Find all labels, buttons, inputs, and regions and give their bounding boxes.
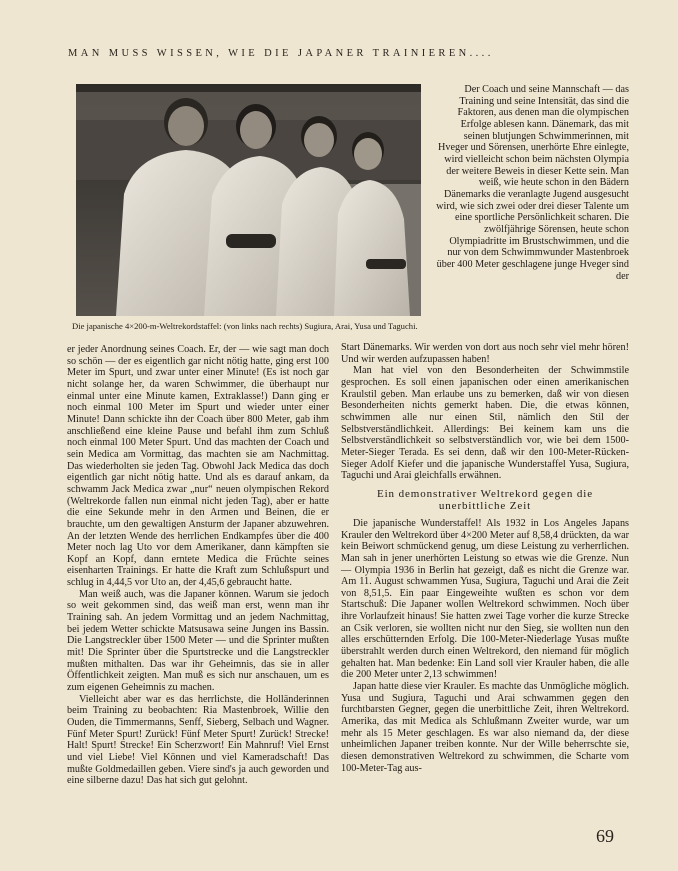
paragraph: Die japanische Wunderstaffel! Als 1932 in Los Angeles Japans Krauler den Weltrekord über 4×200 Meter auf 8,58,4 drückten, da war kein Beiwort schmückend genug, um diese Leistung zu verherrlichen. Man sah in jener unerhörten Leistung so etwas wie die Grenze. Nun — Olympia 1936 in Berlin hat gezeigt, daß es nicht die Grenze war. Am 11. August schwammen Yusa, Sugiura, Taguchi und Arai die Zeit von 8,51,5. Ein paar Eingeweihte wußten es schon vor dem Startschuß: Die Japaner wollen Weltrekord schwimmen. Noch über ihre Vorlaufzeit hinaus! Sie hatten zwei Tage vorher die kurze Strecke an Csik verloren, sie wollten nicht nur den Sieg, sie wollten nun den alles erschütternden Erfolg. Die 100-Meter-Niederlage Yusas mußte überstrahlt werden durch einen Weltrekord, den niemand für möglich gehalten hat. Man bedenke: Ein Land soll vier Krauler haben, die alle die 200 Meter unter 2,13 schwimmen! <box>341 517 629 681</box>
paragraph: Man hat viel von den Besonderheiten der Schwimmstile gesprochen. Es soll einen japanischen oder einen amerikanischen Kraulstil geben. Man erlaube uns zu bemerken, daß wir von diesen Besonderheiten nichts gemerkt haben. Die, die etwas können, schwimmen alle nur einen Stil, nämlich den Stil der Selbstverständlichkeit. Allerdings: Bei keinem kam uns die Selbstverständlichkeit so selbstverständlich vor, wie bei dem 1500-Meter-Sieger Terada. Es sei denn, daß wir den 100-Meter-Rücken-Sieger Adolf Kiefer und die japanische Wunderstaffel Yusa, Sugiura, Taguchi und Arai gleichfalls erwähnen. <box>341 365 629 482</box>
page-number: 69 <box>596 826 614 846</box>
paragraph: Start Dänemarks. Wir werden von dort aus noch sehr viel mehr hören! Und wir werden aufzupassen haben! <box>341 342 629 365</box>
section-heading-line: unerbittliche Zeit <box>438 500 532 513</box>
paragraph: Vielleicht aber war es das herrlichste, die Holländerinnen beim Training zu beobachten: Ria Mastenbroek, Willie den Ouden, die Timmermanns, Senff, Sieberg, Selbach und Wagner. Fünf Meter Spurt! Zurück! Fünf Meter Spurt! Zurück! Strecke! Halt! Spurt! Strecke! Ein Scherzwort! Ein Mahnruf! Viel Ernst und viel Liebe! Viel Können und viel Kameradschaft! Das mußte Goldmedaillen geben. Viere sind's ja auch geworden und eine silberne dazu! Das hat sich gut gelohnt. <box>67 693 329 787</box>
paragraph: er jeder Anordnung seines Coach. Er, der — wie sagt man doch so schön — der es eigentlich gar nicht nötig hatte, ging erst 100 Meter im Spurt, und zwar unter einer Minute! (Es ist noch gar nicht solange her, da waren Schwimmer, die überhaupt nur einmal unter eine Minute kamen, Extraklasse!) Dann ging er noch einmal 100 Meter im Spurt und wieder unter einer Minute! Dann schickte ihn der Coach über 800 Meter, gab ihm anschließend eine kleine Pause und befahl ihm zum Schluß noch einmal 100 Meter Spurt. Und das machten der Coach und sein Medica am Vormittag, das machten sie am Nachmittag. Das wiederholten sie jeden Tag. Obwohl Jack Medica das doch eigentlich gar nicht nötig hatte. Und als es darauf ankam, da schwamm Jack Medica zwar „nur“ neuen olympischen Rekord (Weltrekorde fallen nun einmal nicht jeden Tag), aber er hatte die eine Sekunde mehr in den Armen und Beinen, die er brauchte, um den gewaltigen Ansturm der Japaner abzuwehren. An der letzten Wende des herrlichen Endkampfes über die 400 Meter noch lag Uto vor dem Amerikaner, dann kämpften sie Kopf an Kopf, dann erntete Medica die Früchte seines eisenharten Trainings. Er hatte die Kraft zum Schlußspurt und schlug in 4,44,5 vor Uto an, der 4,45,6 gebraucht hatte. <box>67 344 329 589</box>
paragraph: Japan hatte diese vier Krauler. Es machte das Unmögliche möglich. Yusa und Sugiura, Taguchi und Arai schwammen gegen den furchtbarsten Gegner, gegen die unerbittliche Zeit, ihren Weltrekord. Amerika, das mit Medica als Schlußmann Zweiter wurde, war um mehr als 15 Meter geschlagen. Es war also niemand da, der diese unheimlichen Japaner treiben konnte. Nur der Wille beherrschte sie, diesen demonstrativen Weltrekord zu schwimmen, die Scharte vom 100-Meter-Tag aus- <box>341 681 629 774</box>
paragraph: Man weiß auch, was die Japaner können. Warum sie jedoch so weit gekommen sind, das weiß man erst, wenn man ihr Training sah. An jedem Vormittag und an jedem Nachmittag, bei jedem Wetter schickte Matsusawa seine Jungen ins Bassin. Die Langstreckler über 1500 Meter — und die Sprinter mußten mit! Die Sprinter über die Spurtstrecke und die Langstreckler mußten mithalten. Das war ihr Geheimnis, das sie in aller Öffentlichkeit zeigten. Man muß es sich nur anschauen, um es zum eigenen Geheimnis zu machen. <box>67 588 329 694</box>
photo-caption: Die japanische 4×200-m-Weltrekordstaffel: (von links nach rechts) Sugiura, Arai, Yusa und Taguchi. <box>72 321 418 331</box>
section-heading-line: Ein demonstrativer Weltrekord gegen die <box>376 487 594 500</box>
running-header: MAN MUSS WISSEN, WIE DIE JAPANER TRAINIEREN.... <box>68 48 494 59</box>
paragraph: Der Coach und seine Mannschaft — das Training und seine Intensität, das sind die Faktoren, aus denen man die olympischen Erfolge ablesen kann. Dänemark, das mit seinen blutjungen Schwimmerinnen, mit Hveger und Sörensen, unerhörte Ehre einlegte, wird vielleicht schon beim nächsten Olympia der weitere Beweis in dieser Kette sein. Man weiß, wie heute schon in den Bädern Dänemarks die veranlagte Jugend ausgesucht wird, wie sich zwei oder drei dieser Talente um eine sportliche Persönlichkeit scharen. Die zwölfjährige Sörensen, heute schon Olympiadritte im Brustschwimmen, und die nur von dem Schwimmwunder Mastenbroek über 400 Meter geschlagene junge Hveger sind der <box>436 84 629 282</box>
right-column-top <box>435 84 629 282</box>
team-photo <box>76 84 421 316</box>
left-column <box>67 344 329 787</box>
right-column <box>341 342 629 774</box>
swimmers-photo-illustration <box>76 84 421 316</box>
section-heading <box>341 488 629 513</box>
